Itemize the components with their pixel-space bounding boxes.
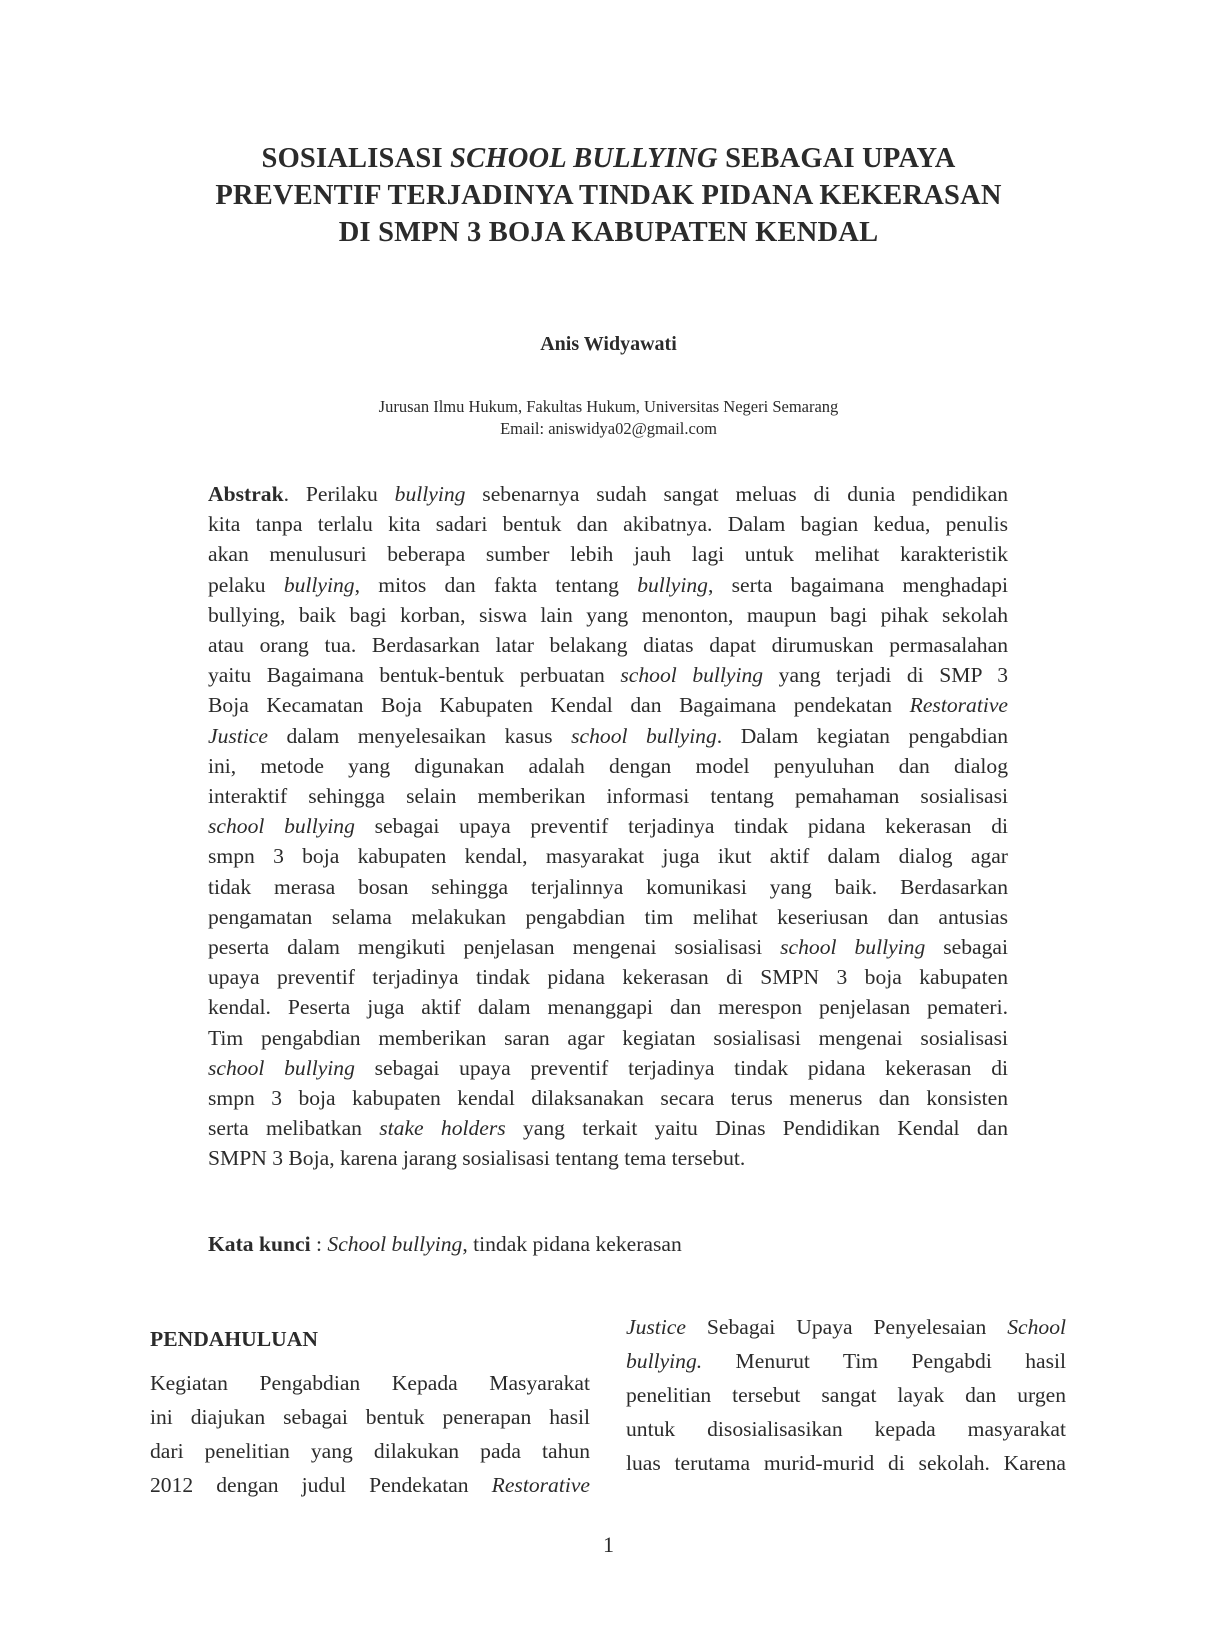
affiliation bbox=[0, 396, 1217, 440]
body-line: Justice Sebagai Upaya Penyelesaian School bbox=[626, 1315, 1066, 1339]
title-line-3: DI SMPN 3 BOJA KABUPATEN KENDAL bbox=[338, 217, 879, 248]
abstract-line: pengamatan selama melakukan pengabdian tim melihat keseriusan dan antusias bbox=[208, 904, 1008, 929]
abstract-line: interaktif sehingga selain memberikan informasi tentang pemahaman sosialisasi bbox=[208, 784, 1008, 809]
abstract-line: kendal. Peserta juga aktif dalam menanggapi dan merespon penjelasan pemateri. bbox=[208, 995, 1008, 1020]
abstract-line: yaitu Bagaimana bentuk-bentuk perbuatan school bullying yang terjadi di SMP 3 bbox=[208, 663, 1008, 688]
abstract-line: Boja Kecamatan Boja Kabupaten Kendal dan Bagaimana pendekatan Restorative bbox=[208, 693, 1008, 718]
abstract-line: kita tanpa terlalu kita sadari bentuk dan akibatnya. Dalam bagian kedua, penulis bbox=[208, 512, 1008, 537]
intro-right-column bbox=[626, 1310, 1066, 1480]
abstract-line: smpn 3 boja kabupaten kendal, masyarakat juga ikut aktif dalam dialog agar bbox=[208, 844, 1008, 869]
abstract-line: Justice dalam menyelesaikan kasus school bullying. Dalam kegiatan pengabdian bbox=[208, 723, 1008, 748]
abstract-line: ini, metode yang digunakan adalah dengan model penyuluhan dan dialog bbox=[208, 753, 1008, 778]
abstract-line: smpn 3 boja kabupaten kendal dilaksanakan secara terus menerus dan konsisten bbox=[208, 1086, 1008, 1111]
page-number: 1 bbox=[603, 1532, 614, 1557]
paper-title bbox=[150, 140, 1067, 251]
abstract-label: Abstrak bbox=[208, 482, 284, 506]
abstract-line: pelaku bullying, mitos dan fakta tentang bullying, serta bagaimana menghadapi bbox=[208, 572, 1008, 597]
abstract-line: tidak merasa bosan sehingga terjalinnya komunikasi yang baik. Berdasarkan bbox=[208, 874, 1008, 899]
body-line: dari penelitian yang dilakukan pada tahun bbox=[150, 1439, 590, 1463]
abstract-line: peserta dalam mengikuti penjelasan mengenai sosialisasi school bullying sebagai bbox=[208, 935, 1009, 960]
body-line: untuk disosialisasikan kepada masyarakat bbox=[626, 1417, 1066, 1441]
body-line: bullying. Menurut Tim Pengabdi hasil bbox=[626, 1349, 1066, 1373]
abstract-line: school bullying sebagai upaya preventif terjadinya tindak pidana kekerasan di bbox=[208, 1055, 1009, 1080]
affiliation-email: Email: aniswidya02@gmail.com bbox=[500, 419, 717, 438]
title-line-1: SOSIALISASI SCHOOL BULLYING SEBAGAI UPAYA bbox=[261, 143, 956, 174]
abstract-line: bullying, baik bagi korban, siswa lain yang menonton, maupun bagi pihak sekolah bbox=[208, 602, 1008, 627]
body-line: ini diajukan sebagai bentuk penerapan hasil bbox=[150, 1405, 590, 1429]
abstract-line: school bullying sebagai upaya preventif terjadinya tindak pidana kekerasan di bbox=[208, 814, 1009, 839]
body-line: luas terutama murid-murid di sekolah. Karena bbox=[626, 1451, 1066, 1475]
keywords: Kata kunci : School bullying, tindak pidana kekerasan bbox=[208, 1232, 682, 1256]
abstract-line: SMPN 3 Boja, karena jarang sosialisasi tentang tema tersebut. bbox=[208, 1146, 746, 1171]
abstract-line: atau orang tua. Berdasarkan latar belakang diatas dapat dirumuskan permasalahan bbox=[208, 633, 1008, 658]
keywords-label: Kata kunci bbox=[208, 1232, 311, 1256]
section-heading: PENDAHULUAN bbox=[150, 1327, 318, 1351]
intro-left-column bbox=[150, 1322, 590, 1502]
body-line: 2012 dengan judul Pendekatan Restorative bbox=[150, 1473, 590, 1497]
body-line: Kegiatan Pengabdian Kepada Masyarakat bbox=[150, 1371, 590, 1395]
affiliation-department: Jurusan Ilmu Hukum, Fakultas Hukum, Universitas Negeri Semarang bbox=[378, 397, 839, 416]
abstract-line: Abstrak. Perilaku bullying sebenarnya sudah sangat meluas di dunia pendidikan bbox=[208, 482, 1008, 506]
abstract bbox=[208, 479, 1008, 1174]
abstract-line: serta melibatkan stake holders yang terkait yaitu Dinas Pendidikan Kendal dan bbox=[208, 1116, 1009, 1141]
author-name: Anis Widyawati bbox=[540, 333, 677, 355]
body-line: penelitian tersebut sangat layak dan urgen bbox=[626, 1383, 1066, 1407]
abstract-line: upaya preventif terjadinya tindak pidana kekerasan di SMPN 3 boja kabupaten bbox=[208, 965, 1008, 990]
abstract-line: akan menulusuri beberapa sumber lebih jauh lagi untuk melihat karakteristik bbox=[208, 542, 1008, 567]
title-line-2: PREVENTIF TERJADINYA TINDAK PIDANA KEKERASAN bbox=[215, 180, 1002, 211]
abstract-line: Tim pengabdian memberikan saran agar kegiatan sosialisasi mengenai sosialisasi bbox=[208, 1025, 1008, 1050]
